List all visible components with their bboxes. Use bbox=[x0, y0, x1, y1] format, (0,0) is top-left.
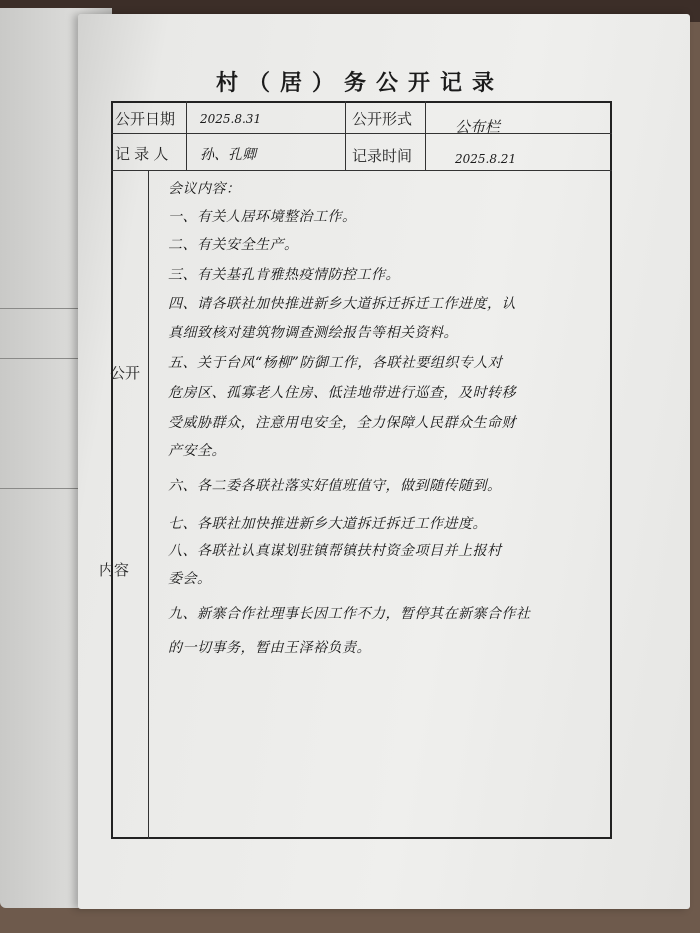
content-line: 委会。 bbox=[168, 571, 212, 587]
time-label: 记录时间 bbox=[352, 148, 413, 165]
content-line: 四、请各联社加快推进新乡大道拆迁拆迁工作进度，认 bbox=[168, 296, 516, 312]
table-rule bbox=[425, 101, 426, 170]
form-label: 公开形式 bbox=[352, 111, 413, 128]
content-line: 会议内容： bbox=[168, 181, 241, 197]
content-line: 五、关于台风“杨柳”防御工作，各联社要组织专人对 bbox=[168, 355, 503, 371]
content-line: 一、有关人居环境整治工作。 bbox=[168, 209, 357, 225]
content-line: 真细致核对建筑物调查测绘报告等相关资料。 bbox=[168, 325, 458, 341]
content-label-bottom: 内容 bbox=[99, 562, 130, 579]
table-rule bbox=[148, 170, 149, 839]
content-line: 六、各二委各联社落实好值班值守，做到随传随到。 bbox=[168, 478, 502, 494]
content-line: 产安全。 bbox=[168, 443, 226, 459]
table-rule bbox=[111, 170, 612, 171]
form-value: 公布栏 bbox=[455, 118, 501, 136]
date-label: 公开日期 bbox=[115, 111, 176, 128]
recorder-value: 孙、孔卿 bbox=[200, 147, 256, 163]
recorder-label: 记 录 人 bbox=[115, 146, 169, 163]
time-value: 2025.8.21 bbox=[455, 152, 517, 166]
content-line: 危房区、孤寡老人住房、低洼地带进行巡查，及时转移 bbox=[168, 385, 516, 401]
content-line: 受威胁群众，注意用电安全，全力保障人民群众生命财 bbox=[168, 415, 516, 431]
date-value: 2025.8.31 bbox=[200, 112, 262, 126]
content-line: 三、有关基孔肯雅热疫情防控工作。 bbox=[168, 267, 400, 283]
page-title: 村（居）务公开记录 bbox=[215, 70, 504, 96]
content-line: 七、各联社加快推进新乡大道拆迁拆迁工作进度。 bbox=[168, 516, 487, 532]
content-line: 八、各联社认真谋划驻镇帮镇扶村资金项目并上报村 bbox=[168, 543, 502, 559]
content-line: 九、新寨合作社理事长因工作不力，暂停其在新寨合作社 bbox=[168, 606, 531, 622]
table-rule bbox=[345, 101, 346, 170]
content-label-top: 公开 bbox=[110, 365, 141, 382]
content-line: 二、有关安全生产。 bbox=[168, 237, 299, 253]
table-rule bbox=[186, 101, 187, 170]
content-line: 的一切事务，暂由王泽裕负责。 bbox=[168, 640, 371, 656]
